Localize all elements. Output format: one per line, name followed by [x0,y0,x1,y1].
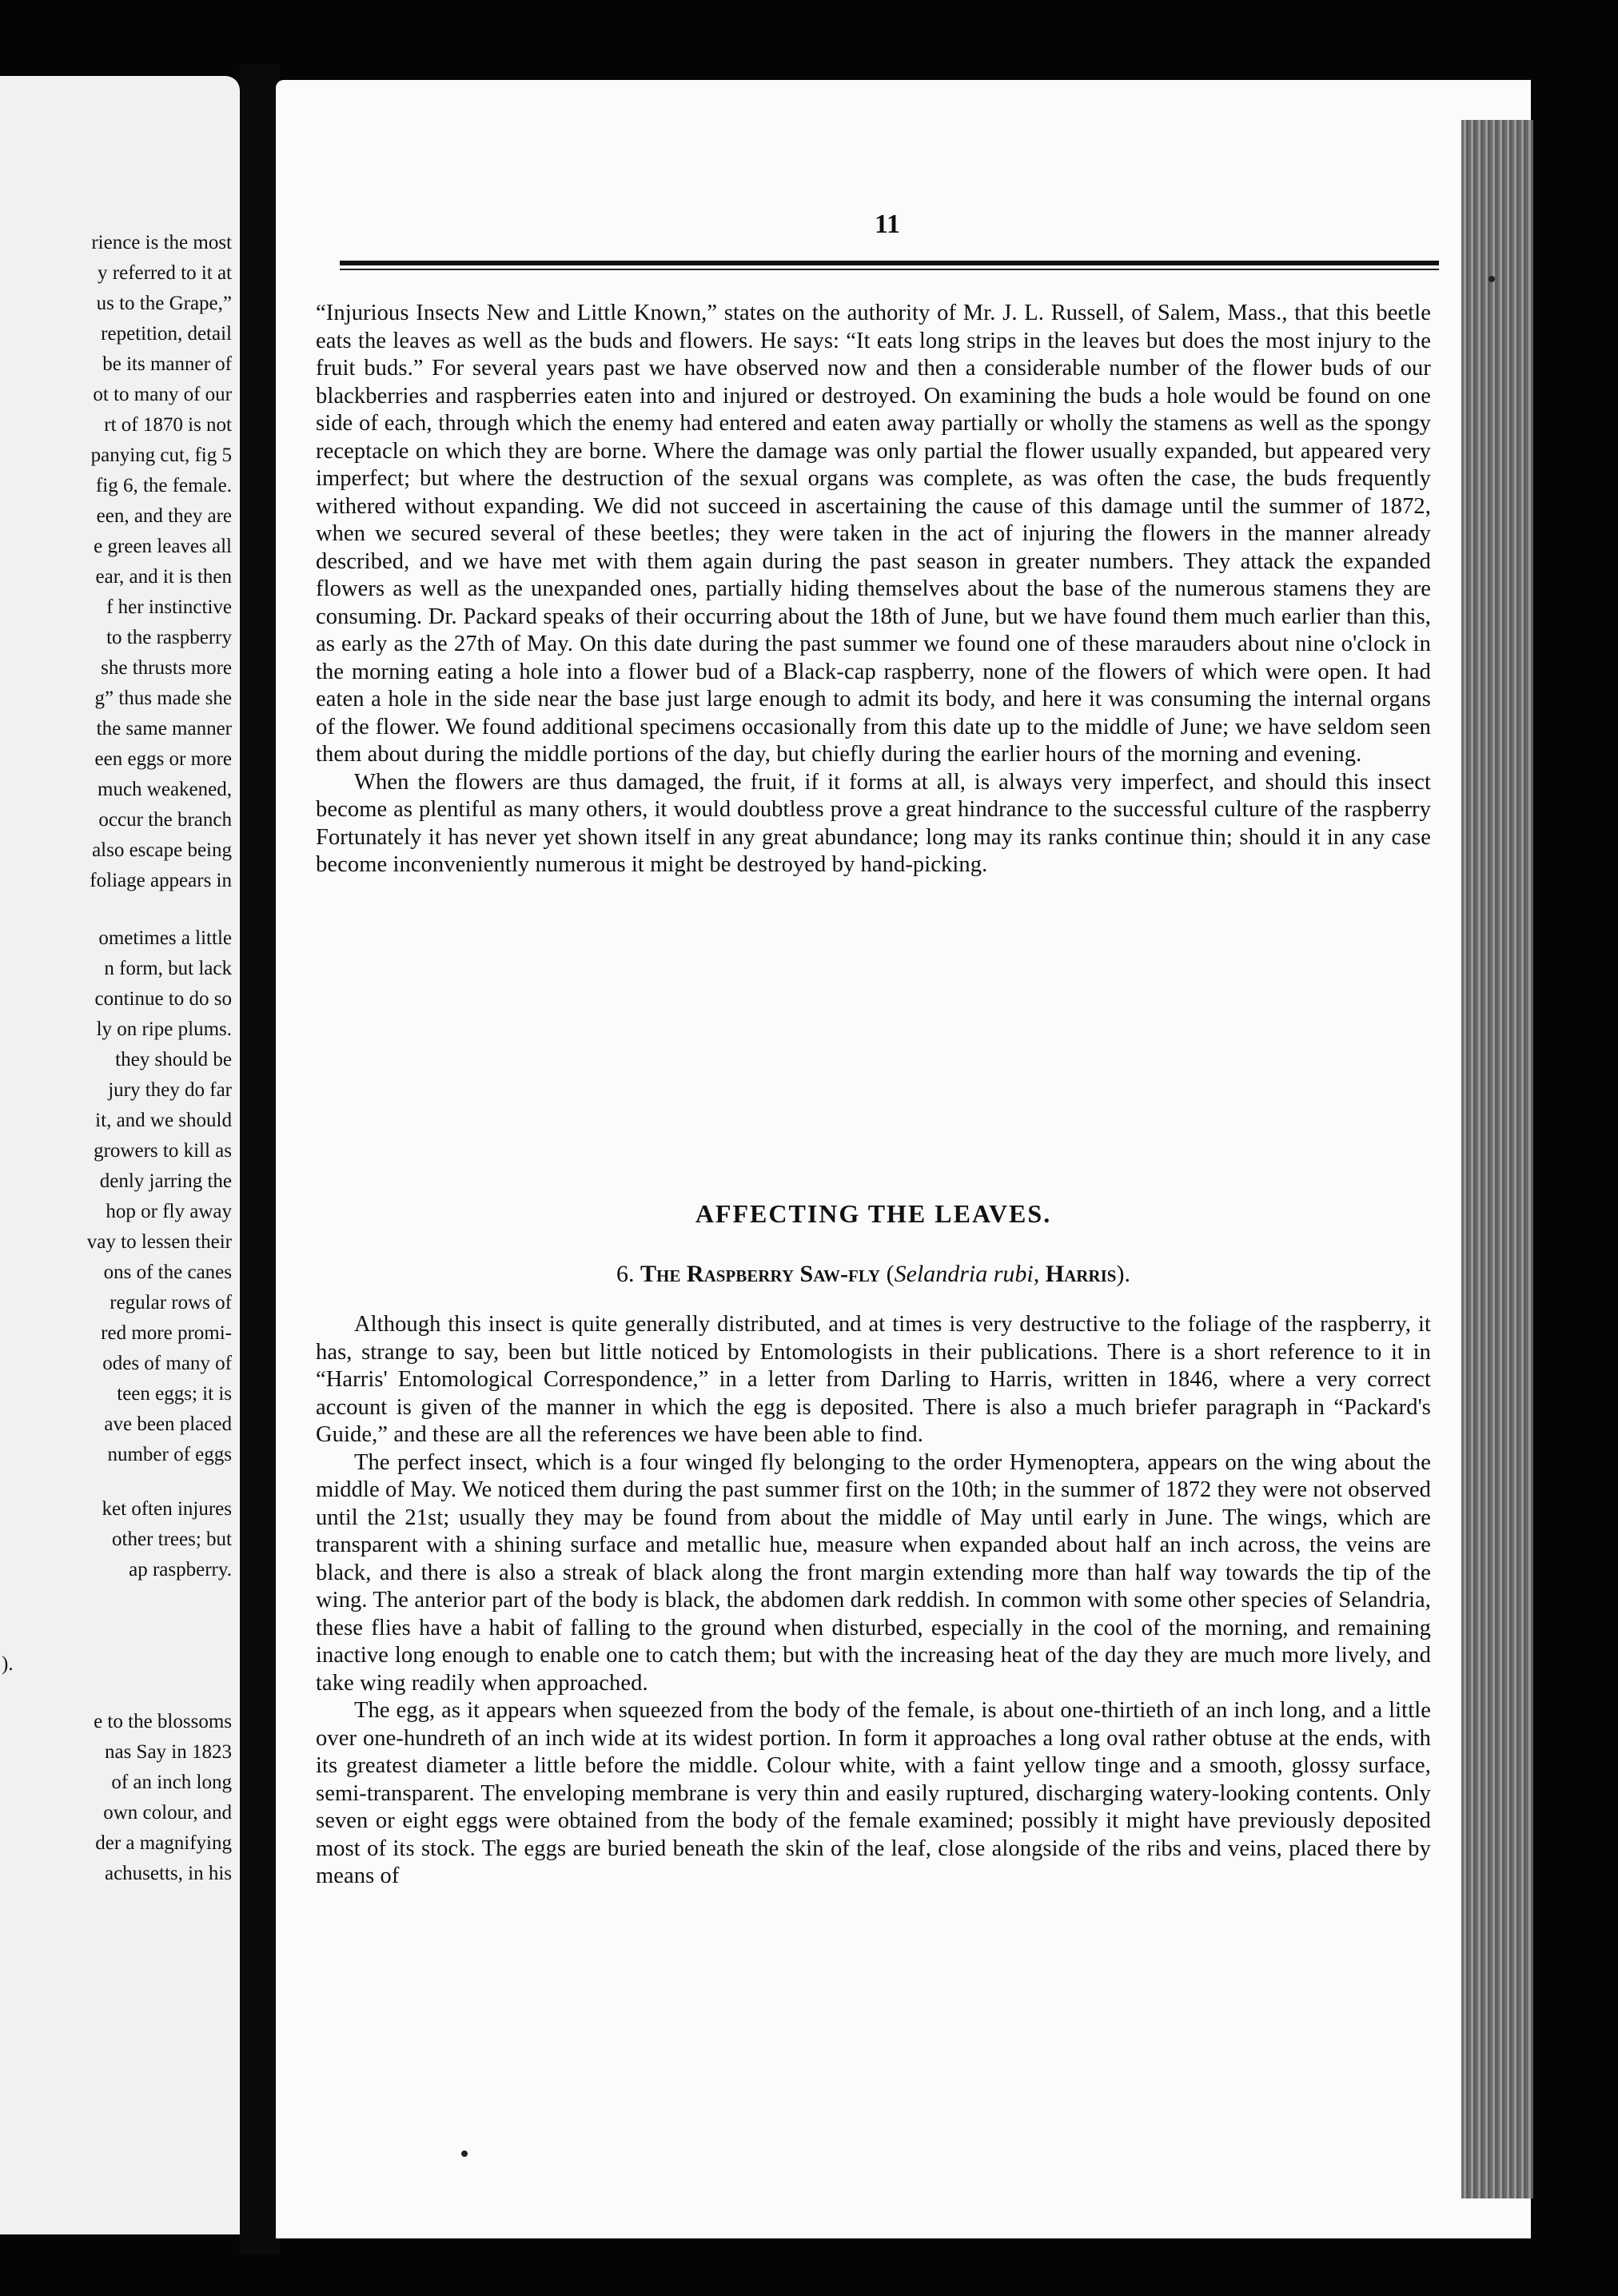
left-page-line: red more promi- [101,1322,232,1344]
species-scientific-name: Selandria rubi, [894,1261,1040,1287]
page-number: 11 [874,209,901,239]
left-page-line: occur the branch [98,809,232,831]
header-rule-thick [340,261,1439,265]
speck-mark [461,2151,468,2157]
paragraph: “Injurious Insects New and Little Known,” states on the authority of Mr. J. L. Russell, of Salem, Mass., that this beetle eats the leaves as well as the buds and flowers. He says: “It eats long strips in the leaves but does the most injury to the fruit buds.” For several years past we have observed now and then a considerable number of the flower buds of our blackberries and raspberries eaten into and injured or destroyed. On examining the buds a hole would be found on one side of each, through which the enemy had entered and eaten away partially or wholly the stamens as well as the spongy receptacle on which they are borne. Where the damage was only partial the flower usually expanded, but appeared very imperfect; but where the destruction of the sexual organs was complete, as was often the case, the buds frequently withered without expanding. We did not succeed in ascertaining the cause of this damage until the summer of 1872, when we secured several of these beetles; they were taken in the act of injuring the flowers in the manner already described, and we have met with them again during the past season in greater numbers. They attack the expanded flowers as well as the unexpanded ones, partially hiding themselves about the base of the numerous stamens they are consuming. Dr. Packard speaks of their occurring about the 18th of June, but we have found them much earlier than this, as early as the 27th of May. On this date during the past summer we found one of these marauders about nine o'clock in the morning eating a hole into a flower bud of a Black-cap raspberry, none of the flowers of which were open. It had eaten a hole in the side near the base just large enough to admit its body, and here it was consuming the internal organs of the flower. We found additional specimens occasionally from this date up to the middle of June; we have seldom seen them about during the middle portions of the day, but chiefly during the earlier hours of the morning and evening. [316,301,1431,767]
left-page-line: the same manner [96,718,232,739]
left-page-line: ). [2,1653,14,1675]
left-page-line: rt of 1870 is not [104,414,232,436]
left-page-line: of an inch long [111,1772,232,1793]
left-page-line: repetition, detail [101,323,232,345]
left-page-line: jury they do far [108,1079,232,1101]
left-page-line: teen eggs; it is [117,1383,232,1405]
left-page-line: achusetts, in his [104,1863,232,1884]
paragraph: When the flowers are thus damaged, the fruit, if it forms at all, is always very imperfect, and should this insect become as plentiful as many others, it would doubtless prove a great hindrance to the successful culture of the raspberry Fortunately it has never yet shown itself in any great abundance; long may its ranks continue thin; should it in any case become inconveniently numerous it might be destroyed by hand-picking. [316,769,1431,877]
left-page-line: der a magnifying [95,1832,232,1854]
left-page-line: ly on ripe plums. [96,1018,232,1040]
left-page-line: ons of the canes [103,1262,232,1283]
left-page-line: fig 6, the female. [95,475,232,496]
left-page-line: e to the blossoms [94,1711,232,1732]
left-page-line: growers to kill as [94,1140,232,1162]
left-page-line: ave been placed [104,1413,232,1435]
left-page-line: n form, but lack [104,958,232,979]
species-heading [316,1261,1431,1288]
left-page-line: ear, and it is then [95,566,232,588]
left-page-line: other trees; but [112,1529,232,1550]
left-page-line: een eggs or more [94,748,232,770]
left-page-line: much weakened, [98,779,232,800]
left-page-line: rience is the most [91,232,232,253]
body-text-top [316,300,1431,879]
left-page-line: y referred to it at [98,262,232,284]
left-page-line: f her instinctive [106,596,232,618]
speck-mark [1488,276,1495,282]
left-page-line: ot to many of our [93,384,232,405]
left-page-line: vay to lessen their [86,1231,232,1253]
left-page-line: continue to do so [94,988,232,1010]
left-page-line: regular rows of [110,1292,232,1313]
left-page-line: number of eggs [107,1444,232,1465]
left-page-line: e green leaves all [94,536,232,557]
left-page-line: also escape being [92,839,232,861]
species-close-paren: ). [1116,1261,1130,1287]
left-facing-page [0,76,240,2234]
left-page-line: be its manner of [102,353,232,375]
left-page-line: it, and we should [95,1110,232,1131]
left-page-line: foliage appears in [90,870,232,891]
paragraph: Although this insect is quite generally distributed, and at times is very destructive to the foliage of the raspberry, it has, strange to say, been but little noticed by Entomologists in their publications. There is a short reference to it in “Harris' Entomological Correspondence,” in a letter from Darling to Harris, written in 1846, where a very correct account is given of the manner in which the egg is deposited. There is also a much briefer paragraph in “Packard's Guide,” and these are all the references we have been able to find. [316,1312,1431,1447]
body-text-bottom [316,1311,1431,1891]
section-heading: AFFECTING THE LEAVES. [695,1199,1052,1228]
left-page-line: hop or fly away [106,1201,232,1222]
left-page-line: us to the Grape,” [96,293,232,314]
species-authority: Harris [1045,1261,1117,1287]
left-page-line: own colour, and [103,1802,232,1824]
left-page-line: denly jarring the [99,1170,232,1192]
species-common-name: The Raspberry Saw-fly [640,1261,881,1287]
header-rule-thin [340,269,1439,270]
left-page-line: to the raspberry [106,627,232,648]
left-page-line: een, and they are [96,505,232,527]
paragraph: The egg, as it appears when squeezed from the body of the female, is about one-thirtieth of an inch long, and a little over one-hundreth of an inch wide at its widest portion. In form it approaches a long oval rather obtuse at the ends, with its greatest diameter a little before the middle. Colour white, with a faint yellow tinge and a smooth, glossy surface, semi-transparent. The enveloping membrane is very thin and easily ruptured, discharging watery-looking contents. Only seven or eight eggs were obtained from the body of the female examined; possibly it might have previously deposited most of its stock. The eggs are buried beneath the skin of the leaf, close alongside of the ribs and veins, placed there by means of [316,1698,1431,1888]
left-page-line: odes of many of [102,1353,232,1374]
left-page-line: g” thus made she [94,688,232,709]
left-page-line: panying cut, fig 5 [90,444,232,466]
left-page-line: she thrusts more [101,657,232,679]
left-page-line: ket often injures [102,1498,232,1520]
paragraph: The perfect insect, which is a four winged fly belonging to the order Hymenoptera, appears on the wing about the middle of May. We noticed them during the past summer first on the 10th; in the summer of 1872 they were not observed until the 21st; usually they may be found from about the middle of May until early in June. The wings, which are transparent with a shining surface and metallic hue, measure when expanded about half an inch across, the veins are black, and there is also a streak of black along the front margin extending more than half way towards the tip of the wing. The anterior part of the body is black, the abdomen dark reddish. In common with some other species of Selandria, these flies have a habit of falling to the ground when disturbed, especially in the cool of the morning, and remaining inactive long enough to enable one to catch them; but with the increasing heat of the day they are much more lively, and take wing readily when approached. [316,1449,1431,1696]
book-gutter [240,64,280,2254]
left-page-line: nas Say in 1823 [104,1741,232,1763]
species-number: 6. [616,1261,635,1287]
left-page-line: ap raspberry. [129,1559,232,1580]
left-page-line: they should be [115,1049,232,1070]
species-open-paren: ( [886,1261,895,1287]
left-page-line: ometimes a little [98,927,232,949]
page-edge-stack [1461,120,1533,2198]
